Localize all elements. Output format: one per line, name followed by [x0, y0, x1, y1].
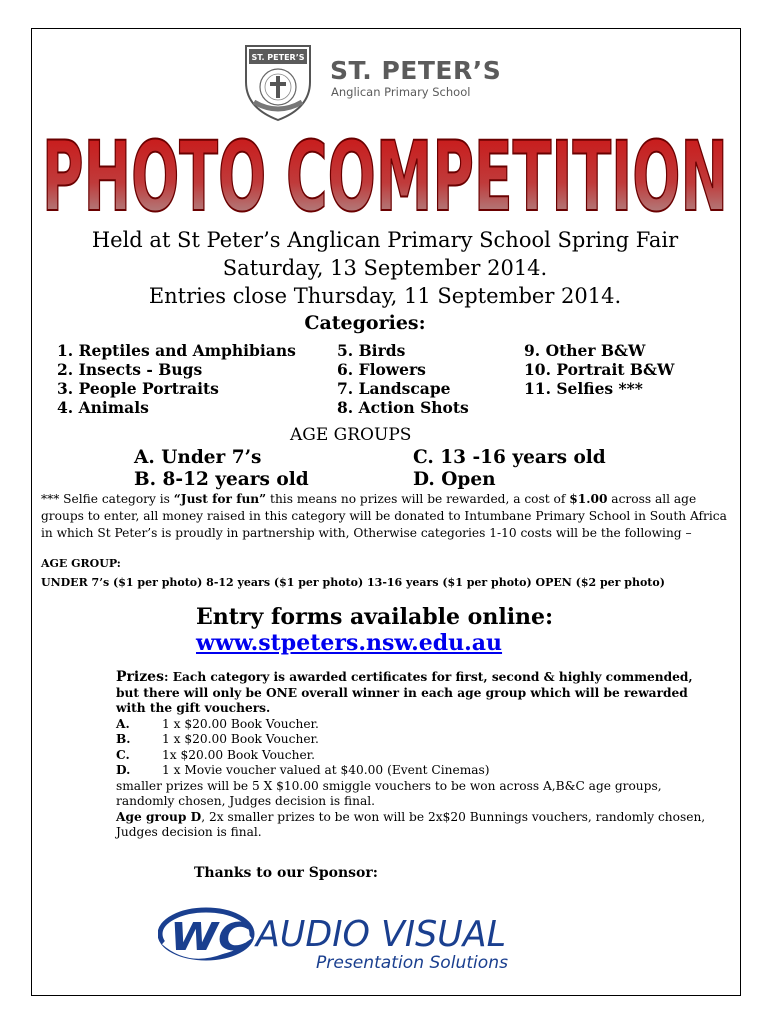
sponsor-tagline: Presentation Solutions	[316, 953, 509, 973]
category-item: 1. Reptiles and Amphibians	[57, 341, 296, 360]
category-item: 3. People Portraits	[57, 379, 219, 398]
prizes-word: Prizes	[116, 669, 164, 685]
event-date: Saturday, 13 September 2014.	[222, 256, 548, 280]
age-group-a: A. Under 7’s	[134, 447, 262, 468]
prize-label: C.	[116, 747, 130, 762]
prize-label: D.	[116, 763, 131, 777]
sponsor-logo	[158, 902, 518, 976]
event-location: Held at St Peter’s Anglican Primary School Spring Fair	[91, 228, 679, 252]
group-d-label: Age group D	[116, 809, 202, 824]
title-text: PHOTO COMPETITION	[42, 121, 728, 218]
prize-label: A.	[116, 716, 130, 731]
sponsor-name: AUDIO VISUAL	[254, 914, 506, 955]
school-name: ST. PETER’S	[330, 56, 502, 85]
category-item: 4. Animals	[57, 398, 149, 417]
category-item: 6. Flowers	[337, 360, 426, 379]
school-crest-logo	[242, 42, 314, 122]
entry-forms-heading: Entry forms available online:	[196, 604, 554, 630]
crest-label: ST. PETER’S	[251, 53, 305, 62]
age-group-b: B. 8-12 years old	[134, 469, 309, 490]
prize-label: B.	[116, 732, 131, 746]
selfie-stars: ***	[41, 492, 60, 506]
prizes-lead	[116, 670, 716, 717]
sponsor-thanks: Thanks to our Sponsor:	[194, 865, 378, 881]
categories-column-1	[57, 341, 296, 417]
group-d-prizes	[116, 810, 716, 841]
prize-item	[116, 717, 716, 733]
category-item: 9. Other B&W	[524, 341, 646, 360]
category-item: 10. Portrait B&W	[524, 360, 675, 379]
selfie-text: across all age groups to enter, all money raised in this category will be donated to Intumbane Primary School in South Africa in which St Peter’s is proudly in partnership with, Otherwise categories 1-10 costs will be the following –	[41, 492, 727, 540]
selfie-cost: $1.00	[569, 492, 608, 506]
photo-competition-title	[38, 118, 732, 218]
category-item: 2. Insects - Bugs	[57, 360, 203, 379]
prize-item	[116, 763, 716, 779]
category-item: 5. Birds	[337, 341, 406, 360]
categories-heading: Categories:	[304, 312, 426, 334]
prize-item	[116, 732, 716, 748]
school-subtitle: Anglican Primary School	[331, 85, 471, 99]
age-group-c: C. 13 -16 years old	[413, 447, 606, 468]
entry-deadline: Entries close Thursday, 11 September 2014.	[148, 284, 622, 308]
category-item: 8. Action Shots	[337, 398, 469, 417]
age-group-prices: UNDER 7’s ($1 per photo) 8-12 years ($1 per photo) 13-16 years ($1 per photo) OPEN ($2 per photo)	[41, 576, 665, 589]
selfie-note	[41, 491, 731, 542]
smaller-prizes-text: smaller prizes will be 5 X $10.00 smiggle vouchers to be won across A,B&C age groups, randomly chosen, Judges decision is final.	[116, 778, 662, 808]
just-for-fun: “Just for fun”	[173, 492, 267, 506]
age-groups-heading: AGE GROUPS	[290, 425, 412, 445]
selfie-text: this means no prizes will be rewarded, a cost of	[266, 492, 570, 506]
prize-text: 1x $20.00 Book Voucher.	[162, 747, 316, 762]
sponsor-mark: WC	[170, 915, 251, 959]
categories-column-3	[524, 341, 674, 398]
prize-text: 1 x $20.00 Book Voucher.	[162, 716, 319, 731]
category-item: 11. Selfies ***	[524, 379, 643, 398]
group-d-text: , 2x smaller prizes to be won will be 2x$20 Bunnings vouchers, randomly chosen, Judges decision is final.	[116, 809, 706, 839]
category-item: 7. Landscape	[337, 379, 451, 398]
prize-text: 1 x $20.00 Book Voucher.	[162, 732, 319, 746]
prize-item	[116, 748, 716, 764]
prize-text: 1 x Movie voucher valued at $40.00 (Event Cinemas)	[162, 763, 490, 777]
categories-column-2	[337, 341, 469, 417]
prizes-lead-text: : Each category is awarded certificates for first, second & highly commended, but there will only be ONE overall winner in each age group which will be rewarded with the gift vouchers.	[116, 670, 693, 715]
selfie-text: Selfie category is	[59, 492, 174, 506]
age-group-label: AGE GROUP:	[41, 557, 121, 570]
prizes-section	[116, 670, 716, 841]
entry-forms-link[interactable]: www.stpeters.nsw.edu.au	[196, 630, 503, 656]
age-group-d: D. Open	[413, 469, 496, 490]
